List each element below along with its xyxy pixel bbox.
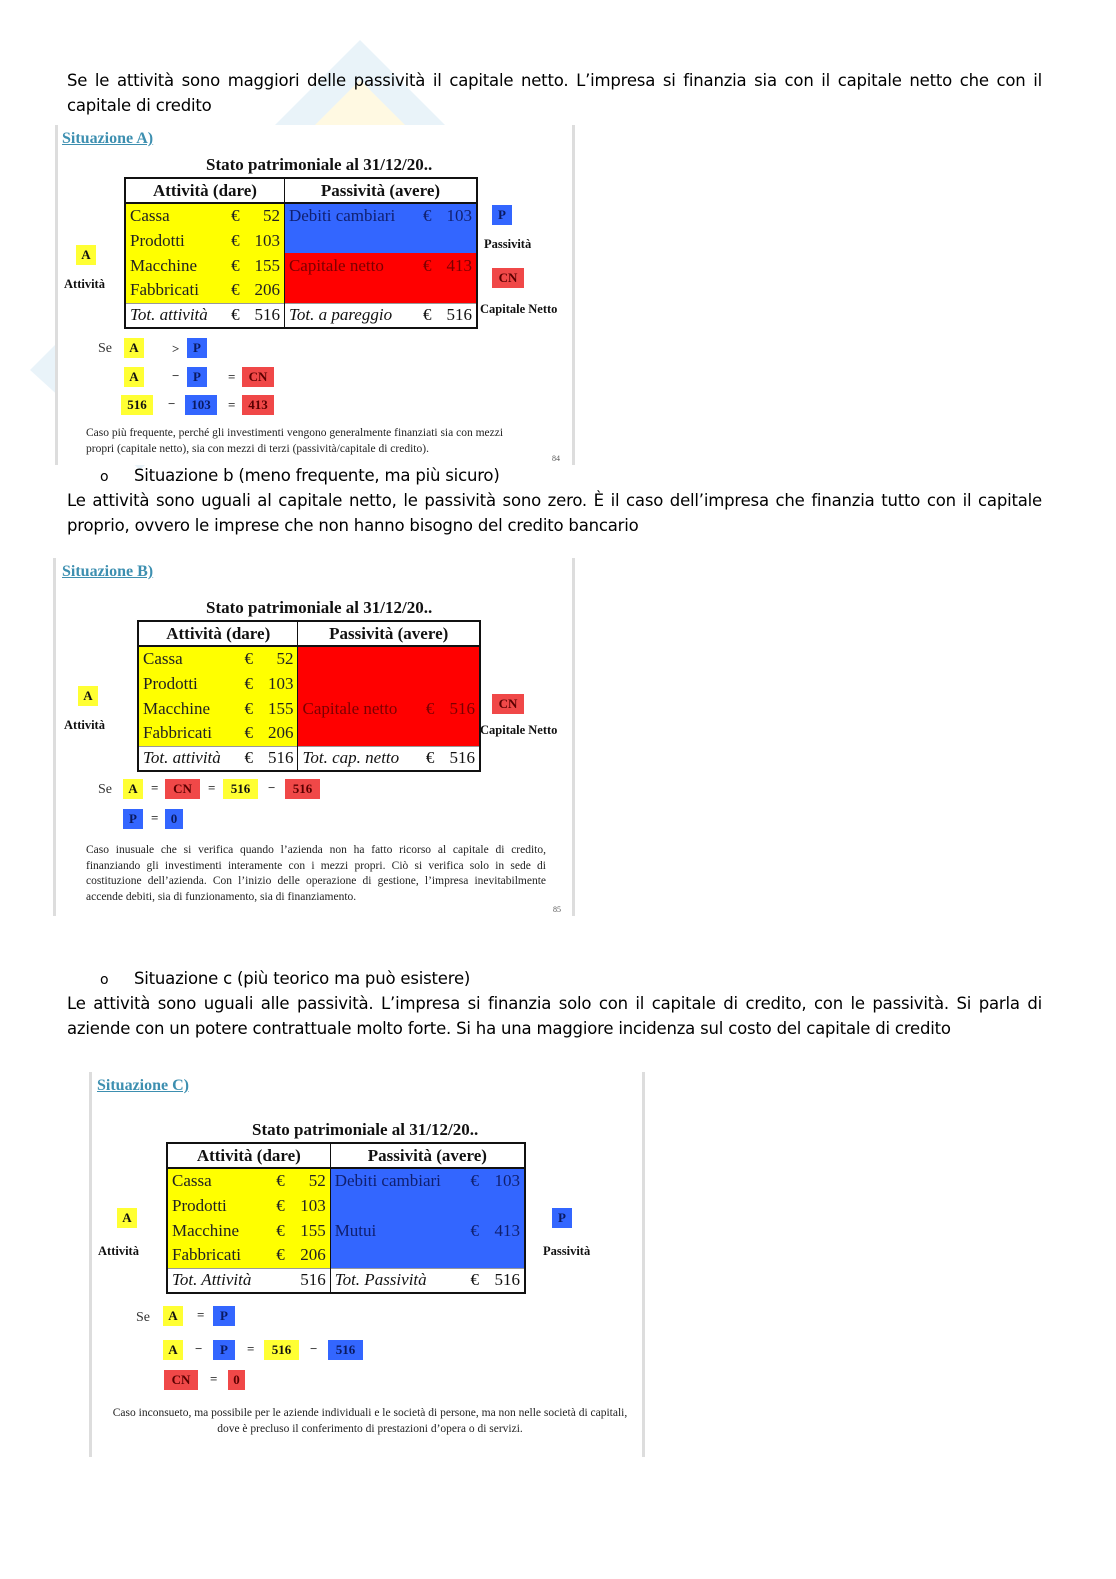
slide-title: Situazione A) xyxy=(62,130,154,147)
header-passivita: Passività (avere) xyxy=(330,1143,525,1168)
total-value: 516 xyxy=(245,303,284,328)
cell-empty xyxy=(298,646,480,671)
attivita-tag: A xyxy=(76,245,96,265)
cell-currency: € xyxy=(239,721,258,746)
total-value: 516 xyxy=(484,1268,525,1293)
cell-currency: € xyxy=(226,303,245,328)
cell-label: Debiti cambiari xyxy=(330,1168,465,1193)
formula-value-cn: 413 xyxy=(242,395,274,415)
table-header-row xyxy=(167,1143,525,1168)
cell-currency: € xyxy=(226,203,245,228)
formula-value-a: 516 xyxy=(264,1340,299,1360)
cell-empty xyxy=(330,1243,525,1268)
cell-value: 52 xyxy=(245,203,284,228)
slide-note: Caso inconsueto, ma possibile per le aziende individuali e le società di persone, ma non nelle società di capitali, dove è precluso il conferimento di prestazioni d’opera o di servizi. xyxy=(112,1407,628,1435)
table-row xyxy=(167,1218,525,1243)
cell-currency: € xyxy=(271,1243,290,1268)
passivita-tag: P xyxy=(552,1208,572,1228)
cell-currency: € xyxy=(418,253,437,278)
cell-currency: € xyxy=(239,746,258,771)
cell-value: 103 xyxy=(245,228,284,253)
slide-situazione-a xyxy=(55,125,575,465)
formula-value-a: 516 xyxy=(223,779,258,799)
attivita-tag: A xyxy=(117,1208,137,1228)
cell-value: 516 xyxy=(440,696,480,721)
bullet-text: Situazione c (più teorico ma può esistere) xyxy=(134,969,471,988)
cell-currency: € xyxy=(226,228,245,253)
total-label: Tot. cap. netto xyxy=(298,746,421,771)
cell-label: Cassa xyxy=(138,646,239,671)
cell-currency: € xyxy=(271,1218,290,1243)
formula-value-a: 516 xyxy=(121,395,153,415)
header-passivita: Passività (avere) xyxy=(298,621,480,646)
cell-label: Capitale netto xyxy=(298,696,421,721)
passivita-label: Passività xyxy=(543,1244,591,1258)
slide-situazione-c xyxy=(89,1072,645,1457)
header-passivita: Passività (avere) xyxy=(284,178,477,203)
formula-operator: = xyxy=(228,397,236,412)
formula-value-p: 0 xyxy=(165,809,183,829)
cell-value: 52 xyxy=(258,646,298,671)
formula-tag-p: P xyxy=(187,367,207,387)
table-row xyxy=(138,671,480,696)
cell-currency: € xyxy=(226,278,245,303)
formula-value-cn: 0 xyxy=(228,1370,245,1390)
formula-tag-p: P xyxy=(187,338,207,358)
total-value: 516 xyxy=(290,1268,330,1293)
cell-value: 206 xyxy=(245,278,284,303)
balance-sheet-table xyxy=(137,620,481,772)
total-row xyxy=(125,303,477,328)
formula-operator: − xyxy=(268,780,276,795)
balance-sheet-title: Stato patrimoniale al 31/12/20.. xyxy=(206,155,433,174)
attivita-label: Attività xyxy=(98,1244,139,1258)
cell-label: Fabbricati xyxy=(138,721,239,746)
cell-label: Prodotti xyxy=(138,671,239,696)
cell-currency: € xyxy=(465,1218,484,1243)
cell-label: Capitale netto xyxy=(284,253,417,278)
formula-operator: − xyxy=(310,1341,318,1356)
cell-currency: € xyxy=(239,696,258,721)
cell-label: Fabbricati xyxy=(125,278,226,303)
cell-value: 52 xyxy=(290,1168,330,1193)
table-row xyxy=(167,1193,525,1218)
header-attivita: Attività (dare) xyxy=(167,1143,330,1168)
balance-sheet-title: Stato patrimoniale al 31/12/20.. xyxy=(252,1120,479,1139)
bullet-situazione-b xyxy=(100,463,500,490)
total-label: Tot. attività xyxy=(138,746,239,771)
cell-label: Fabbricati xyxy=(167,1243,271,1268)
total-value: 516 xyxy=(437,303,477,328)
cell-label: Debiti cambiari xyxy=(284,203,417,228)
cell-value: 206 xyxy=(258,721,298,746)
cell-label: Macchine xyxy=(125,253,226,278)
table-row xyxy=(125,278,477,303)
formula-tag-p: P xyxy=(213,1340,235,1360)
attivita-label: Attività xyxy=(64,718,105,732)
slide-situazione-b xyxy=(53,558,575,916)
balance-sheet-title: Stato patrimoniale al 31/12/20.. xyxy=(206,598,433,617)
formula-operator: = xyxy=(208,780,216,795)
formula-tag-cn: CN xyxy=(165,779,200,799)
table-row xyxy=(167,1243,525,1268)
formula-operator: − xyxy=(172,368,180,383)
capitale-netto-label: Capitale Netto xyxy=(480,723,558,737)
situazione-b-paragraph: Le attività sono uguali al capitale netto, le passività sono zero. È il caso dell’impresa che finanzia tutto con il capitale proprio, ovvero le imprese che non hanno bisogno del credito bancario xyxy=(67,491,1042,535)
cell-currency: € xyxy=(418,303,437,328)
formula-tag-a: A xyxy=(163,1306,183,1326)
cell-value: 103 xyxy=(484,1168,525,1193)
total-value: 516 xyxy=(258,746,298,771)
cell-currency: € xyxy=(271,1168,290,1193)
total-row xyxy=(167,1268,525,1293)
formula-tag-a: A xyxy=(124,367,144,387)
total-value: 516 xyxy=(440,746,480,771)
passivita-tag: P xyxy=(492,205,512,225)
bullet-text: Situazione b (meno frequente, ma più sicuro) xyxy=(134,466,500,485)
formula-tag-a: A xyxy=(123,779,143,799)
cell-label: Mutui xyxy=(330,1218,465,1243)
cell-label: Cassa xyxy=(167,1168,271,1193)
cell-value: 206 xyxy=(290,1243,330,1268)
formula-se: Se xyxy=(98,782,112,797)
cell-currency: € xyxy=(271,1193,290,1218)
cell-currency: € xyxy=(226,253,245,278)
total-row xyxy=(138,746,480,771)
cell-label: Prodotti xyxy=(125,228,226,253)
formula-operator: − xyxy=(168,396,176,411)
formula-tag-p: P xyxy=(213,1306,235,1326)
table-row xyxy=(138,721,480,746)
formula-value-cn: 516 xyxy=(285,779,320,799)
cell-value: 155 xyxy=(258,696,298,721)
cell-value: 413 xyxy=(484,1218,525,1243)
slide-title: Situazione B) xyxy=(62,563,154,580)
bullet-marker-icon: o xyxy=(100,469,109,485)
formula-tag-a: A xyxy=(124,338,144,358)
formula-tag-cn: CN xyxy=(164,1370,198,1390)
cell-currency: € xyxy=(239,646,258,671)
formula-operator: = xyxy=(247,1341,255,1356)
header-attivita: Attività (dare) xyxy=(125,178,284,203)
cell-empty xyxy=(330,1193,525,1218)
cell-currency: € xyxy=(418,203,437,228)
cell-empty xyxy=(284,228,477,253)
formula-operator: > xyxy=(172,341,180,356)
table-row xyxy=(125,253,477,278)
capitale-netto-label: Capitale Netto xyxy=(480,302,558,316)
formula-value-p: 103 xyxy=(185,395,217,415)
cell-empty xyxy=(298,671,480,696)
slide-note: Caso inusuale che si verifica quando l’azienda non ha fatto ricorso al capitale di credito, finanziando gli investimenti interamente con i mezzi propri. Ciò si verifica solo in sede di costituzione dell’azienda. Con l’inizio delle operazione di gestione, l’impresa inevitabilmente accende debiti, sia di funzionamento, sia di finanziamento. xyxy=(86,844,546,903)
cell-empty xyxy=(284,278,477,303)
formula-operator: = xyxy=(197,1307,205,1322)
formula-operator: = xyxy=(151,780,159,795)
slide-page-number: 84 xyxy=(552,454,560,463)
capitale-netto-tag: CN xyxy=(492,694,524,714)
slide-page-number: 85 xyxy=(553,905,561,914)
slide-note: Caso più frequente, perché gli investimenti vengono generalmente finanziati sia con mezzi propri (capitale netto), sia con mezzi di terzi (passività/capitale di credito). xyxy=(86,427,504,455)
total-label: Tot. attività xyxy=(125,303,226,328)
formula-operator: = xyxy=(210,1371,218,1386)
total-label: Tot. Attività xyxy=(167,1268,271,1293)
cell-value: 413 xyxy=(437,253,477,278)
attivita-tag: A xyxy=(78,686,98,706)
cell-label: Macchine xyxy=(167,1218,271,1243)
cell-currency xyxy=(271,1268,290,1293)
cell-empty xyxy=(298,721,480,746)
bullet-situazione-c xyxy=(100,966,470,993)
cell-value: 103 xyxy=(258,671,298,696)
formula-value-p: 516 xyxy=(328,1340,363,1360)
header-attivita: Attività (dare) xyxy=(138,621,298,646)
passivita-label: Passività xyxy=(484,237,532,251)
formula-tag-p: P xyxy=(123,809,143,829)
slide-title: Situazione C) xyxy=(97,1077,189,1094)
attivita-label: Attività xyxy=(64,277,105,291)
table-row xyxy=(167,1168,525,1193)
bullet-marker-icon: o xyxy=(100,972,109,988)
formula-operator: = xyxy=(228,369,236,384)
intro-paragraph: Se le attività sono maggiori delle passività il capitale netto. L’impresa si finanzia sia con il capitale netto che con il capitale di credito xyxy=(67,71,1042,115)
cell-currency: € xyxy=(465,1168,484,1193)
balance-sheet-table xyxy=(166,1142,526,1294)
table-row xyxy=(138,646,480,671)
cell-label: Cassa xyxy=(125,203,226,228)
total-label: Tot. Passività xyxy=(330,1268,465,1293)
capitale-netto-tag: CN xyxy=(492,268,524,288)
formula-tag-a: A xyxy=(163,1340,183,1360)
cell-label: Macchine xyxy=(138,696,239,721)
cell-value: 103 xyxy=(290,1193,330,1218)
formula-operator: = xyxy=(151,810,159,825)
table-row xyxy=(138,696,480,721)
formula-se: Se xyxy=(136,1310,150,1325)
cell-value: 155 xyxy=(290,1218,330,1243)
formula-operator: − xyxy=(195,1341,203,1356)
total-label: Tot. a pareggio xyxy=(284,303,417,328)
cell-label: Prodotti xyxy=(167,1193,271,1218)
cell-currency: € xyxy=(421,746,440,771)
table-header-row xyxy=(138,621,480,646)
situazione-c-paragraph: Le attività sono uguali alle passività. L’impresa si finanzia solo con il capitale di credito, con le passività. Si parla di aziende con un potere contrattuale molto forte. Si ha una maggiore incidenza sul costo del capitale di credito xyxy=(67,994,1042,1038)
table-row xyxy=(125,228,477,253)
table-row xyxy=(125,203,477,228)
balance-sheet-table xyxy=(124,177,478,329)
table-header-row xyxy=(125,178,477,203)
cell-currency: € xyxy=(465,1268,484,1293)
formula-se: Se xyxy=(98,341,112,356)
cell-value: 155 xyxy=(245,253,284,278)
cell-currency: € xyxy=(239,671,258,696)
formula-tag-cn: CN xyxy=(242,367,274,387)
cell-value: 103 xyxy=(437,203,477,228)
cell-currency: € xyxy=(421,696,440,721)
